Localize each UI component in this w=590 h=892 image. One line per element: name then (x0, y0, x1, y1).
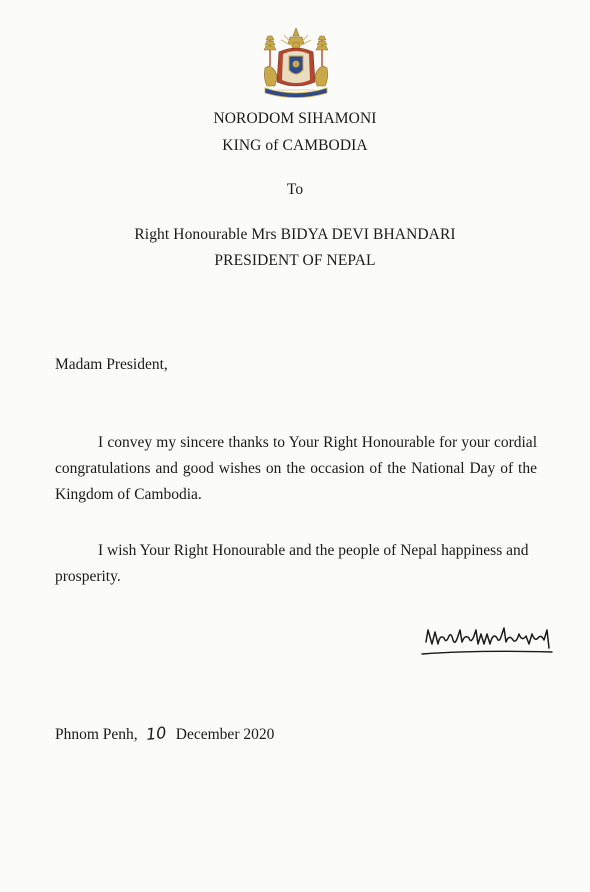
addressee-title: PRESIDENT OF NEPAL (214, 252, 376, 269)
body-paragraph: I wish Your Right Honourable and the people of Nepal happiness and prosperity. (55, 542, 529, 585)
sender-name: NORODOM SIHAMONI (213, 110, 377, 127)
place-name: Phnom Penh, (55, 726, 138, 743)
addressee-name: Right Honourable Mrs BIDYA DEVI BHANDARI (134, 226, 456, 243)
sender-title: KING of CAMBODIA (222, 137, 368, 154)
handwritten-signature-icon (418, 616, 558, 662)
to-label: To (286, 181, 304, 198)
handwritten-day: 10 (144, 722, 167, 745)
date-line (55, 724, 274, 744)
royal-arms-of-cambodia-icon (257, 26, 335, 102)
salutation: Madam President, (55, 356, 168, 373)
body-paragraph: I convey my sincere thanks to Your Right Honourable for your cordial congratulations and good wishes on the occasion of the National Day of the Kingdom of Cambodia. (55, 434, 537, 503)
month-year: December 2020 (175, 726, 275, 743)
